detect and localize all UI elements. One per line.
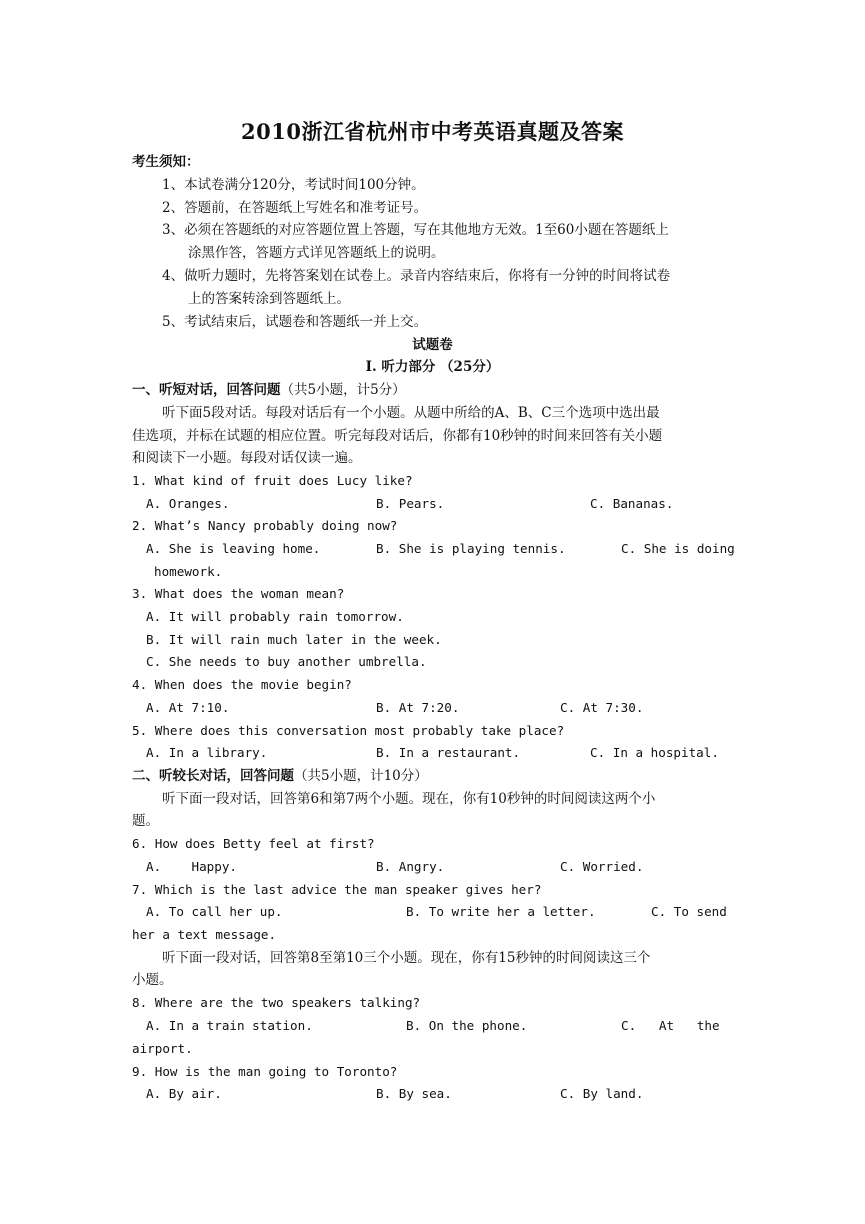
question-2-stem: 2. What’s Nancy probably doing now?	[132, 518, 398, 533]
question-1-option-a: A. Oranges.	[146, 496, 230, 511]
question-6-stem: 6. How does Betty feel at first?	[132, 836, 375, 851]
question-8-option-c-cont: airport.	[132, 1041, 193, 1056]
question-9-option-b: B. By sea.	[376, 1086, 452, 1101]
question-3-option-a: A. It will probably rain tomorrow.	[146, 609, 404, 624]
question-7-option-c-cont: her a text message.	[132, 927, 277, 942]
question-2-option-a: A. She is leaving home.	[146, 541, 321, 556]
section1-instruction-1: 听下面5段对话。每段对话后有一个小题。从题中所给的A、B、C三个选项中选出最	[162, 405, 660, 421]
question-2-option-b: B. She is playing tennis.	[376, 541, 566, 556]
question-9-stem: 9. How is the man going to Toronto?	[132, 1064, 398, 1079]
notice-item-1: 1、本试卷满分120分，考试时间100分钟。	[162, 177, 425, 193]
section1-heading-text: 一、听短对话，回答问题	[132, 382, 281, 398]
question-4-option-c: C. At 7:30.	[560, 700, 644, 715]
section2-instruction-2-cont: 小题。	[132, 972, 173, 988]
question-3-option-b: B. It will rain much later in the week.	[146, 632, 442, 647]
question-2-option-c-cont: homework.	[154, 564, 223, 579]
section2-instruction-1: 听下面一段对话，回答第6和第7两个小题。现在，你有10秒钟的时间阅读这两个小	[162, 791, 656, 807]
section1-instruction-3: 和阅读下一小题。每段对话仅读一遍。	[132, 450, 362, 466]
notice-item-5: 5、考试结束后，试题卷和答题纸一并上交。	[162, 314, 428, 330]
question-8-option-c: C. At the	[621, 1018, 720, 1033]
question-3-option-c: C. She needs to buy another umbrella.	[146, 654, 427, 669]
document-title: 2010浙江省杭州市中考英语真题及答案	[241, 119, 624, 144]
notice-item-3: 3、必须在答题纸的对应答题位置上答题，写在其他地方无效。1至60小题在答题纸上	[162, 222, 669, 238]
question-4-option-a: A. At 7:10.	[146, 700, 230, 715]
notice-item-4-cont: 上的答案转涂到答题纸上。	[188, 291, 350, 307]
part1-title: I. 听力部分 （25分）	[365, 359, 500, 375]
question-5-stem: 5. Where does this conversation most probably take place?	[132, 723, 565, 738]
section2-heading	[132, 767, 428, 785]
question-6-option-b: B. Angry.	[376, 859, 445, 874]
question-1-option-c: C. Bananas.	[590, 496, 674, 511]
notice-item-3-cont: 涂黑作答，答题方式详见答题纸上的说明。	[188, 245, 445, 261]
question-4-option-b: B. At 7:20.	[376, 700, 460, 715]
question-9-option-c: C. By land.	[560, 1086, 644, 1101]
question-7-option-b: B. To write her a letter.	[406, 904, 596, 919]
question-7-stem: 7. Which is the last advice the man speaker gives her?	[132, 882, 542, 897]
notice-item-4: 4、做听力题时，先将答案划在试卷上。录音内容结束后，你将有一分钟的时间将试卷	[162, 268, 671, 284]
paper-title: 试题卷	[412, 337, 453, 353]
question-8-option-b: B. On the phone.	[406, 1018, 528, 1033]
section2-heading-text: 二、听较长对话，回答问题	[132, 768, 294, 784]
question-1-option-b: B. Pears.	[376, 496, 445, 511]
question-6-option-a: A. Happy.	[146, 859, 237, 874]
section1-note: （共5小题，计5分）	[280, 382, 406, 398]
question-7-option-c: C. To send	[651, 904, 727, 919]
section1-heading	[132, 381, 406, 399]
section2-note: （共5小题，计10分）	[294, 768, 428, 784]
notice-item-2: 2、答题前，在答题纸上写姓名和准考证号。	[162, 200, 428, 216]
notice-heading: 考生须知：	[132, 154, 200, 170]
question-2-option-c: C. She is doing	[621, 541, 735, 556]
question-4-stem: 4. When does the movie begin?	[132, 677, 352, 692]
section2-instruction-1-cont: 题。	[132, 813, 159, 829]
question-1-stem: 1. What kind of fruit does Lucy like?	[132, 473, 413, 488]
section2-instruction-2: 听下面一段对话，回答第8至第10三个小题。现在，你有15秒钟的时间阅读这三个	[162, 950, 651, 966]
section1-instruction-2: 佳选项，并标在试题的相应位置。听完每段对话后，你都有10秒钟的时间来回答有关小题	[132, 428, 663, 444]
question-8-option-a: A. In a train station.	[146, 1018, 313, 1033]
question-5-option-c: C. In a hospital.	[590, 745, 719, 760]
question-9-option-a: A. By air.	[146, 1086, 222, 1101]
question-5-option-a: A. In a library.	[146, 745, 268, 760]
question-8-stem: 8. Where are the two speakers talking?	[132, 995, 421, 1010]
question-7-option-a: A. To call her up.	[146, 904, 283, 919]
question-6-option-c: C. Worried.	[560, 859, 644, 874]
question-5-option-b: B. In a restaurant.	[376, 745, 521, 760]
question-3-stem: 3. What does the woman mean?	[132, 586, 345, 601]
